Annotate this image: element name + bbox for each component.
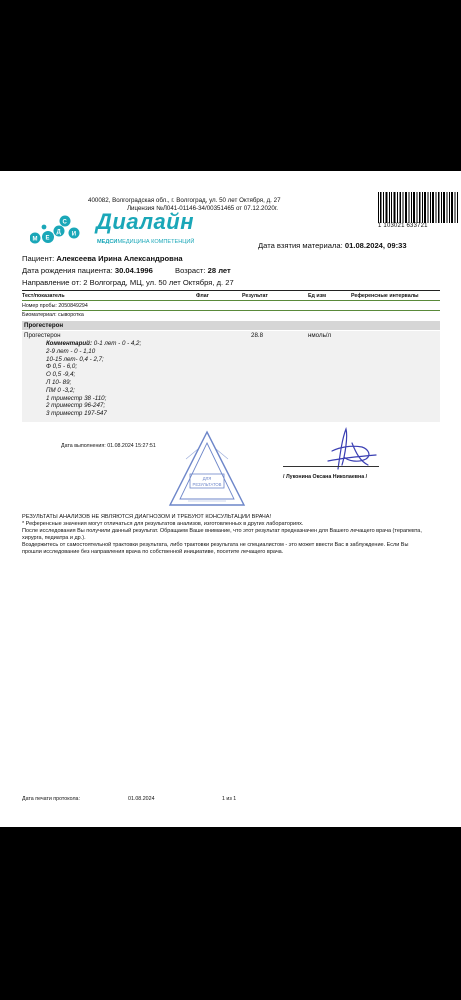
comment-line: 2-9 лет - 0 - 1,10 bbox=[46, 347, 96, 355]
comment-line: Ф 0,5 - 6,0; bbox=[46, 363, 78, 371]
comment-label: Комментарий: bbox=[46, 340, 93, 347]
table-row-rule bbox=[22, 310, 440, 311]
patient-birth bbox=[22, 266, 153, 275]
comment-line: 3 триместр 197-547 bbox=[46, 410, 107, 418]
comment-text: 0-1 лет - 0 - 4,2; bbox=[93, 340, 142, 347]
col-header-result: Результат bbox=[242, 293, 269, 299]
table-top-rule bbox=[22, 290, 440, 291]
medsi-logo-icon bbox=[30, 213, 88, 247]
logo-letter: Д bbox=[56, 229, 61, 236]
sample-date-value: 01.08.2024, 09:33 bbox=[344, 241, 407, 250]
logo-letter: Е bbox=[45, 235, 50, 242]
referral: Направление от: 2 Волгоград, МЦ, ул. 50 лет Октября, д. 27 bbox=[22, 278, 234, 287]
brand-tagline-medsi: МЕДСИ bbox=[97, 239, 118, 245]
patient-birth-label: Дата рождения пациента: bbox=[22, 266, 113, 275]
biomaterial: Биоматериал: сыворотка bbox=[22, 312, 84, 318]
comment-line: 1 триместр 38 -110; bbox=[46, 394, 107, 402]
disclaimer-line-2: После исследования Вы получили данный результат. Обращаем Ваше внимание, что этот результат предназначен для Вашего лечащего врача (терапевта, хирурга, педиатра и др.). bbox=[22, 528, 422, 541]
reference-comment bbox=[46, 340, 141, 418]
disclaimer-line-3: Воздержитесь от самостоятельной трактовки результата, либо трактовки результата не специалистом - это может ввести Вас в заблуждение. Если Вы прошли исследование без направления врача по собственной инициативе, посетите лечащего врача. bbox=[22, 542, 409, 555]
comment-line: 2 триместр 96-247; bbox=[46, 402, 106, 410]
lab-license: Лицензия №Л041-01146-34/00351465 от 07.12.2020г. bbox=[127, 205, 278, 212]
brand-name: Диалайн bbox=[96, 209, 194, 234]
table-header-rule bbox=[22, 300, 440, 301]
page-number: 1 из 1 bbox=[222, 796, 237, 802]
section-title: Прогестерон bbox=[24, 322, 64, 329]
patient-birth-value: 30.04.1996 bbox=[114, 266, 153, 275]
signer-name: / Луконина Оксана Николаевна / bbox=[283, 474, 368, 480]
patient-name-label: Пациент: bbox=[22, 254, 55, 263]
completion-date bbox=[61, 443, 156, 449]
signature-line bbox=[283, 466, 379, 467]
patient-age-value: 28 лет bbox=[207, 266, 231, 275]
patient-name bbox=[22, 254, 183, 263]
col-header-flag: Флаг bbox=[196, 293, 209, 299]
disclaimer-line-1: * Референсные значения могут отличаться для результатов анализов, изготовленных в других лабораториях. bbox=[22, 521, 304, 527]
barcode-icon bbox=[378, 192, 458, 223]
patient-age-label: Возраст: bbox=[175, 266, 206, 275]
comment-line-0 bbox=[46, 340, 141, 348]
barcode-number: 1 103021 633721 bbox=[378, 223, 428, 229]
stamp-text-2: РЕЗУЛЬТАТОВ bbox=[192, 482, 222, 487]
lab-report-page bbox=[0, 171, 461, 827]
logo-letter: С bbox=[62, 219, 67, 226]
logo-letter: И bbox=[71, 231, 77, 238]
col-header-unit: Ед изм bbox=[308, 293, 327, 299]
stamp-text-1: ДЛЯ bbox=[202, 476, 212, 481]
comment-line: О 0,5 -9,4; bbox=[46, 371, 76, 379]
brand-tagline-rest: МЕДИЦИНА КОМПЕТЕНЦИЙ bbox=[117, 239, 195, 245]
section-band bbox=[22, 321, 440, 330]
sample-number: Номер пробы: 2050849294 bbox=[22, 303, 88, 309]
sample-date bbox=[258, 241, 407, 250]
comment-line: ПМ 0 -3,2; bbox=[46, 386, 75, 394]
print-date-value: 01.08.2024 bbox=[128, 796, 155, 802]
completion-date-label: Дата выполнения: bbox=[61, 443, 106, 449]
patient-age bbox=[175, 266, 231, 275]
print-date-label: Дата печати протокола: bbox=[22, 796, 80, 802]
sample-date-label: Дата взятия материала: bbox=[258, 241, 343, 250]
result-unit: нмоль/л bbox=[308, 332, 332, 339]
comment-line: Л 10- 89; bbox=[46, 378, 72, 386]
col-header-test: Тест/показатель bbox=[22, 293, 65, 299]
completion-date-value: 01.08.2024 15:27:51 bbox=[107, 443, 156, 449]
disclaimer bbox=[22, 521, 422, 556]
test-name: Прогестерон bbox=[24, 332, 61, 339]
result-value: 28.8 bbox=[251, 332, 264, 339]
patient-name-value: Алексеева Ирина Александровна bbox=[56, 254, 183, 263]
warning-text: РЕЗУЛЬТАТЫ АНАЛИЗОВ НЕ ЯВЛЯЮТСЯ ДИАГНОЗОМ И ТРЕБУЮТ КОНСУЛЬТАЦИИ ВРАЧА! bbox=[22, 514, 272, 520]
brand-tagline bbox=[97, 239, 194, 245]
lab-address: 400082, Волгоградская обл., г. Волгоград, ул. 50 лет Октября, д. 27 bbox=[88, 197, 281, 204]
logo-letter: М bbox=[32, 236, 38, 243]
lab-stamp-icon bbox=[168, 429, 246, 509]
col-header-reference: Референсные интервалы bbox=[351, 293, 419, 299]
comment-line: 10-15 лет- 0,4 - 2,7; bbox=[46, 355, 104, 363]
